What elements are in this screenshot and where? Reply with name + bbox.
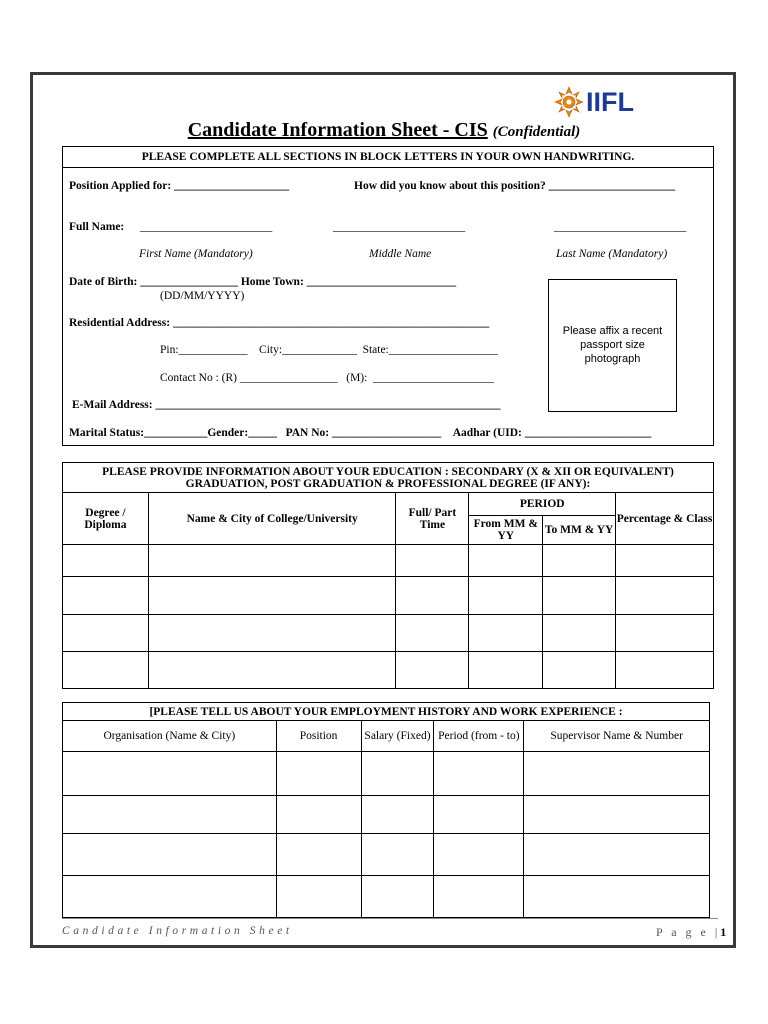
table-cell[interactable] (148, 545, 396, 577)
table-cell[interactable] (63, 796, 277, 834)
col-emp-period: Period (from - to) (434, 721, 524, 752)
footer-title: Candidate Information Sheet (62, 925, 293, 937)
dob-field[interactable]: _________________ (140, 276, 238, 288)
middle-name-field[interactable]: _______________________ (333, 221, 466, 233)
table-cell[interactable] (63, 577, 149, 615)
table-row (63, 876, 710, 918)
aadhar-field[interactable]: ______________________ (524, 427, 652, 439)
table-cell[interactable] (524, 796, 710, 834)
contact-m-label: (M): (346, 372, 368, 384)
table-cell[interactable] (543, 652, 616, 689)
table-cell[interactable] (469, 577, 543, 615)
table-cell[interactable] (396, 545, 469, 577)
table-cell[interactable] (148, 652, 396, 689)
table-row (63, 796, 710, 834)
contact-m-field[interactable]: _____________________ (373, 372, 494, 384)
table-row (63, 545, 714, 577)
education-heading-line2: GRADUATION, POST GRADUATION & PROFESSIONAL DEGREE (IF ANY): (185, 477, 591, 490)
middle-name-hint: Middle Name (369, 248, 432, 260)
table-cell[interactable] (434, 796, 524, 834)
education-heading-line1: PLEASE PROVIDE INFORMATION ABOUT YOUR EDUCATION : SECONDARY (X & XII OR EQUIVALENT) (102, 465, 674, 478)
photo-box (548, 279, 677, 412)
gender-field[interactable]: _____ (248, 427, 277, 439)
last-name-field[interactable]: _______________________ (554, 221, 687, 233)
instruction-banner: PLEASE COMPLETE ALL SECTIONS IN BLOCK LETTERS IN YOUR OWN HANDWRITING. (62, 146, 714, 168)
table-cell[interactable] (616, 577, 714, 615)
table-row (63, 652, 714, 689)
col-percentage: Percentage & Class (616, 493, 714, 545)
table-cell[interactable] (63, 545, 149, 577)
aadhar-label: Aadhar (UID: (452, 427, 522, 439)
table-row (63, 752, 710, 796)
table-cell[interactable] (616, 615, 714, 652)
first-name-field[interactable]: _______________________ (140, 221, 273, 233)
col-period: PERIOD (469, 493, 616, 516)
contact-label: Contact No : (R) (160, 372, 237, 384)
marital-label: Marital Status: (69, 427, 145, 439)
address-row (69, 317, 489, 329)
gender-label: Gender: (207, 427, 249, 439)
table-cell[interactable] (469, 545, 543, 577)
col-from: From MM & YY (469, 516, 543, 545)
dob-row (69, 276, 456, 288)
table-cell[interactable] (524, 752, 710, 796)
table-cell[interactable] (361, 834, 434, 876)
position-row (69, 180, 289, 192)
pan-field[interactable]: ___________________ (332, 427, 442, 439)
table-cell[interactable] (148, 577, 396, 615)
photo-instruction: Please affix a recent passport size photograph (562, 325, 663, 365)
employment-heading: [PLEASE TELL US ABOUT YOUR EMPLOYMENT HISTORY AND WORK EXPERIENCE : (63, 703, 710, 721)
table-cell[interactable] (616, 652, 714, 689)
col-position: Position (276, 721, 361, 752)
source-label: How did you know about this position? (354, 180, 546, 192)
brand-name: IIFL (586, 87, 634, 117)
source-row (354, 180, 675, 192)
marital-row (69, 427, 651, 439)
col-degree: Degree / Diploma (63, 493, 149, 545)
table-cell[interactable] (63, 834, 277, 876)
first-name-hint: First Name (Mandatory) (139, 248, 253, 260)
city-field[interactable]: _____________ (282, 344, 357, 356)
table-cell[interactable] (276, 752, 361, 796)
contact-r-field[interactable]: _________________ (239, 372, 338, 384)
page-number-value: 1 (720, 925, 730, 939)
table-row (63, 577, 714, 615)
col-college: Name & City of College/University (148, 493, 396, 545)
table-cell[interactable] (524, 834, 710, 876)
table-cell[interactable] (361, 752, 434, 796)
pin-city-state-row (160, 344, 498, 356)
table-cell[interactable] (63, 876, 277, 918)
col-to: To MM & YY (543, 516, 616, 545)
table-cell[interactable] (148, 615, 396, 652)
table-cell[interactable] (396, 577, 469, 615)
table-cell[interactable] (361, 876, 434, 918)
position-field[interactable]: ____________________ (174, 180, 290, 192)
table-cell[interactable] (616, 545, 714, 577)
source-field[interactable]: ______________________ (548, 180, 676, 192)
pin-field[interactable]: ____________ (178, 344, 248, 356)
table-cell[interactable] (396, 652, 469, 689)
table-cell[interactable] (63, 615, 149, 652)
state-field[interactable]: ___________________ (388, 344, 499, 356)
city-label: City: (259, 344, 283, 356)
col-salary: Salary (Fixed) (361, 721, 434, 752)
table-row (63, 615, 714, 652)
title-confidential: (Confidential) (492, 124, 581, 140)
contact-row (160, 372, 494, 384)
table-cell[interactable] (396, 615, 469, 652)
education-table (62, 462, 714, 689)
hometown-field[interactable]: __________________________ (306, 276, 457, 288)
pan-label: PAN No: (285, 427, 330, 439)
iifl-logo (554, 86, 658, 118)
fullname-label: Full Name: (69, 221, 125, 233)
email-row (72, 399, 501, 411)
last-name-hint: Last Name (Mandatory) (556, 248, 668, 260)
table-cell[interactable] (63, 752, 277, 796)
hometown-label: Home Town: (240, 276, 304, 288)
col-time: Full/ Part Time (396, 493, 469, 545)
table-cell[interactable] (361, 796, 434, 834)
title-main: Candidate Information Sheet - CIS (187, 119, 488, 141)
table-cell[interactable] (276, 834, 361, 876)
footer-divider (62, 918, 718, 919)
page-label: P a g e | (656, 925, 721, 939)
table-cell[interactable] (276, 876, 361, 918)
table-cell[interactable] (434, 834, 524, 876)
dob-label: Date of Birth: (69, 276, 138, 288)
table-row (63, 834, 710, 876)
table-cell[interactable] (469, 652, 543, 689)
position-label: Position Applied for: (69, 180, 172, 192)
table-cell[interactable] (434, 876, 524, 918)
email-field[interactable]: ____________________________________________________________ (155, 399, 501, 411)
address-field[interactable]: _______________________________________________________ (172, 317, 490, 329)
col-org: Organisation (Name & City) (63, 721, 277, 752)
col-supervisor: Supervisor Name & Number (524, 721, 710, 752)
table-cell[interactable] (524, 876, 710, 918)
table-cell[interactable] (543, 615, 616, 652)
table-cell[interactable] (63, 652, 149, 689)
email-label: E-Mail Address: (72, 399, 153, 411)
marital-field[interactable]: ___________ (144, 427, 208, 439)
flower-emblem-icon (554, 86, 584, 118)
table-cell[interactable] (276, 796, 361, 834)
state-label: State: (362, 344, 389, 356)
dob-format-hint: (DD/MM/YYYY) (160, 290, 245, 302)
page-number (656, 925, 729, 940)
table-cell[interactable] (543, 545, 616, 577)
page-title (60, 119, 708, 142)
table-cell[interactable] (543, 577, 616, 615)
table-cell[interactable] (469, 615, 543, 652)
pin-label: Pin: (160, 344, 179, 356)
employment-table (62, 702, 710, 918)
education-heading (63, 463, 714, 493)
table-cell[interactable] (434, 752, 524, 796)
address-label: Residential Address: (69, 317, 171, 329)
